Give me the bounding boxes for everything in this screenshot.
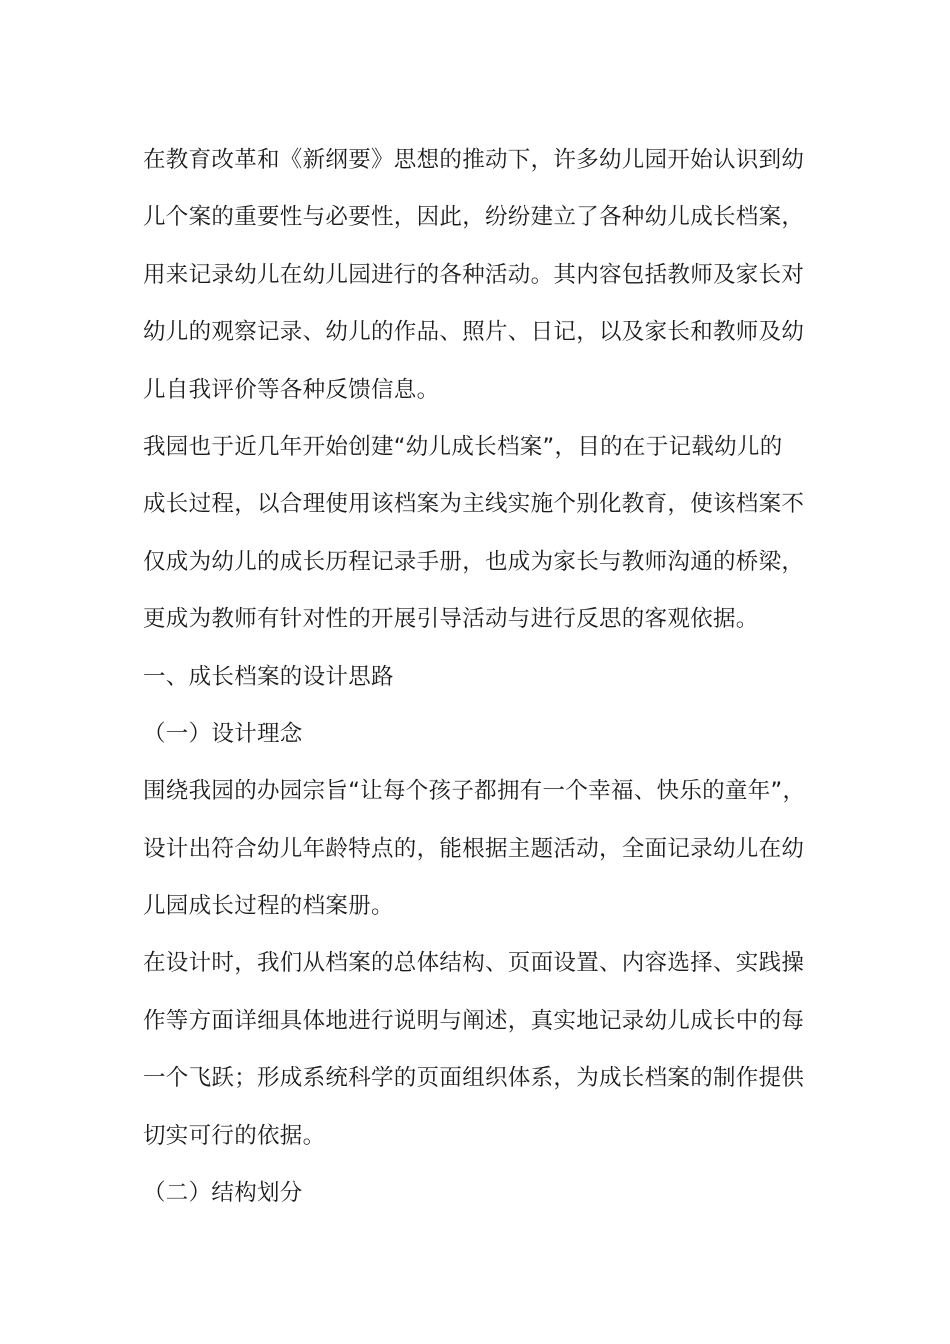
paragraph-1-line-4: 幼儿的观察记录、幼儿的作品、照片、日记，以及家长和教师及幼 xyxy=(143,319,805,346)
subsection-heading-2: （二）结构划分 xyxy=(143,1180,303,1207)
paragraph-4-line-3: 一个飞跃；形成系统科学的页面组织体系，为成长档案的制作提供 xyxy=(143,1065,805,1092)
paragraph-2-line-2: 成长过程，以合理使用该档案为主线实施个别化教育，使该档案不 xyxy=(143,491,805,518)
paragraph-4-line-2: 作等方面详细具体地进行说明与阐述，真实地记录幼儿成长中的每 xyxy=(143,1007,805,1034)
paragraph-2-line-3: 仅成为幼儿的成长历程记录手册，也成为家长与教师沟通的桥梁， xyxy=(143,548,805,575)
paragraph-1-line-1: 在教育改革和《新纲要》思想的推动下，许多幼儿园开始认识到幼 xyxy=(143,147,805,173)
subsection-heading-1: （一）设计理念 xyxy=(143,720,303,747)
document-body xyxy=(143,132,823,1222)
paragraph-4-line-1: 在设计时，我们从档案的总体结构、页面设置、内容选择、实践操 xyxy=(143,950,805,977)
paragraph-1-line-5: 儿自我评价等各种反馈信息。 xyxy=(143,376,440,403)
paragraph-2-line-1: 我园也于近几年开始创建“幼儿成长档案”，目的在于记载幼儿的 xyxy=(143,433,783,460)
paragraph-3-line-1: 围绕我园的办园宗旨“让每个孩子都拥有一个幸福、快乐的童年”， xyxy=(143,778,806,805)
paragraph-4-line-4: 切实可行的依据。 xyxy=(143,1122,326,1149)
section-heading-1: 一、成长档案的设计思路 xyxy=(143,663,394,690)
paragraph-3-line-3: 儿园成长过程的档案册。 xyxy=(143,893,394,920)
paragraph-1-line-2: 儿个案的重要性与必要性，因此，纷纷建立了各种幼儿成长档案， xyxy=(143,204,805,231)
paragraph-3-line-2: 设计出符合幼儿年龄特点的，能根据主题活动，全面记录幼儿在幼 xyxy=(143,835,805,862)
paragraph-1-line-3: 用来记录幼儿在幼儿园进行的各种活动。其内容包括教师及家长对 xyxy=(143,261,805,288)
paragraph-2-line-4: 更成为教师有针对性的开展引导活动与进行反思的客观依据。 xyxy=(143,606,759,633)
